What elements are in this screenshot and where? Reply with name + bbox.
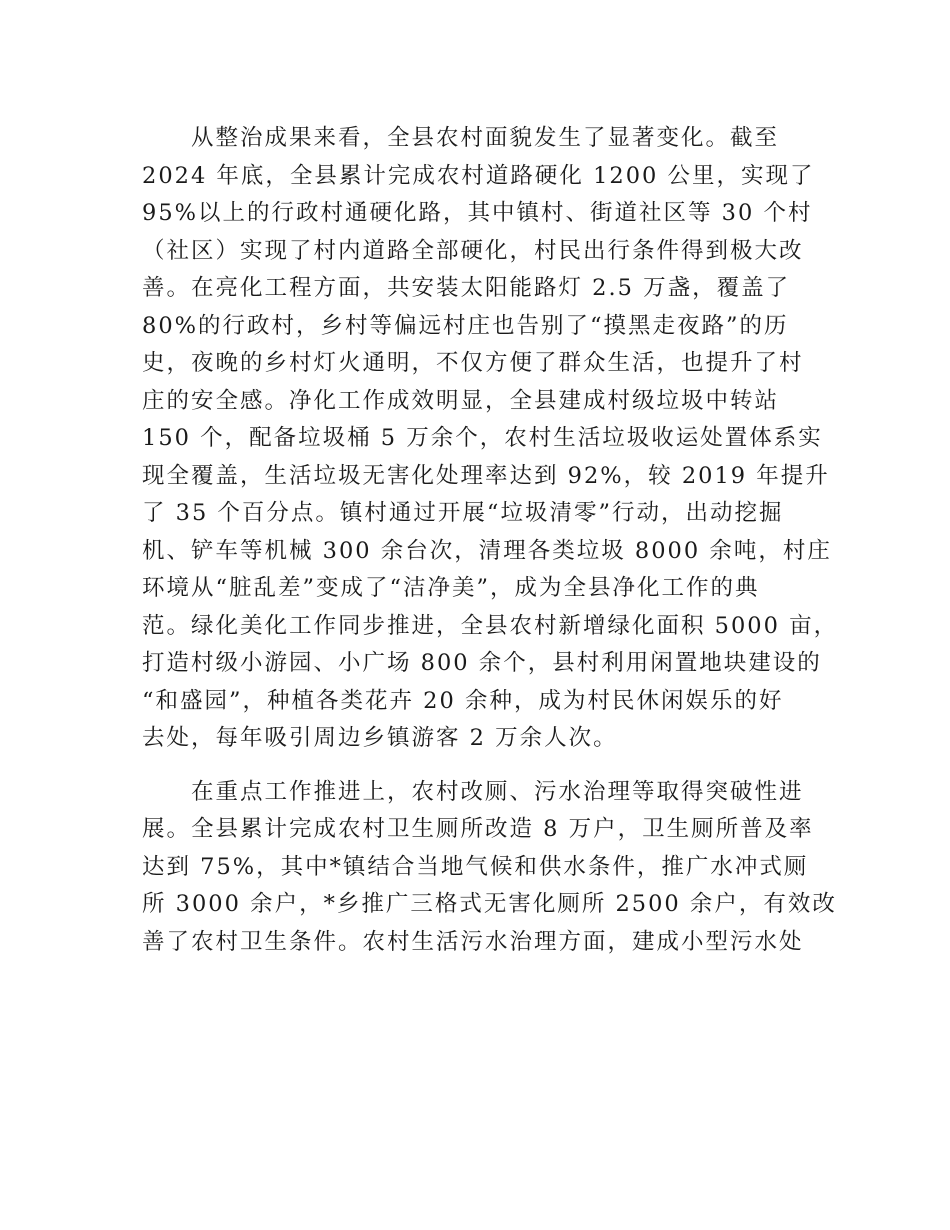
paragraph-line: 环境从“脏乱差”变成了“洁净美”，成为全县净化工作的典 — [142, 575, 760, 601]
paragraph-1 — [142, 120, 839, 758]
document-body — [142, 120, 839, 961]
paragraph-line: 庄的安全感。净化工作成效明显，全县建成村级垃圾中转站 — [142, 387, 780, 414]
paragraph-line: 展。全县累计完成农村卫生厕所改造 8 万户，卫生厕所普及率 — [142, 816, 814, 842]
paragraph-line: 达到 75%，其中*镇结合当地气候和供水条件，推广水冲式厕 — [142, 853, 809, 880]
paragraph-line: 了 35 个百分点。镇村通过开展“垃圾清零”行动，出动挖掘 — [142, 500, 784, 526]
paragraph-line: 善了农村卫生条件。农村生活污水治理方面，建成小型污水处 — [142, 928, 804, 955]
paragraph-line: 史，夜晚的乡村灯火通明，不仅方便了群众生活，也提升了村 — [142, 350, 804, 376]
paragraph-line: 机、铲车等机械 300 余台次，清理各类垃圾 8000 余吨，村庄 — [142, 537, 832, 564]
paragraph-line: （社区）实现了村内道路全部硬化，村民出行条件得到极大改 — [142, 237, 804, 264]
paragraph-line: 2024 年底，全县累计完成农村道路硬化 1200 公里，实现了 — [142, 162, 815, 189]
paragraph-line: “和盛园”，种植各类花卉 20 余种，成为村民休闲娱乐的好 — [142, 687, 784, 714]
paragraph-line: 从整治成果来看，全县农村面貌发生了显著变化。截至 — [191, 125, 780, 151]
paragraph-line: 现全覆盖，生活垃圾无害化处理率达到 92%，较 2019 年提升 — [142, 462, 830, 489]
paragraph-2 — [142, 774, 837, 962]
paragraph-line: 150 个，配备垃圾桶 5 万余个，农村生活垃圾收运处置体系实 — [142, 425, 823, 451]
paragraph-line: 打造村级小游园、小广场 800 余个，县村利用闲置地块建设的 — [142, 650, 822, 676]
paragraph-line: 在重点工作推进上，农村改厕、污水治理等取得突破性进 — [191, 778, 804, 805]
paragraph-line: 所 3000 余户，*乡推广三格式无害化厕所 2500 余户，有效改 — [142, 891, 837, 917]
paragraph-line: 善。在亮化工程方面，共安装太阳能路灯 2.5 万盏，覆盖了 — [142, 275, 791, 301]
paragraph-line: 范。绿化美化工作同步推进，全县农村新增绿化面积 5000 亩， — [142, 612, 839, 639]
paragraph-line: 95%以上的行政村通硬化路，其中镇村、街道社区等 30 个村 — [142, 200, 813, 226]
paragraph-line: 80%的行政村，乡村等偏远村庄也告别了“摸黑走夜路”的历 — [142, 312, 789, 339]
paragraph-spacer — [142, 758, 822, 774]
paragraph-line: 去处，每年吸引周边乡镇游客 2 万余人次。 — [142, 725, 618, 751]
